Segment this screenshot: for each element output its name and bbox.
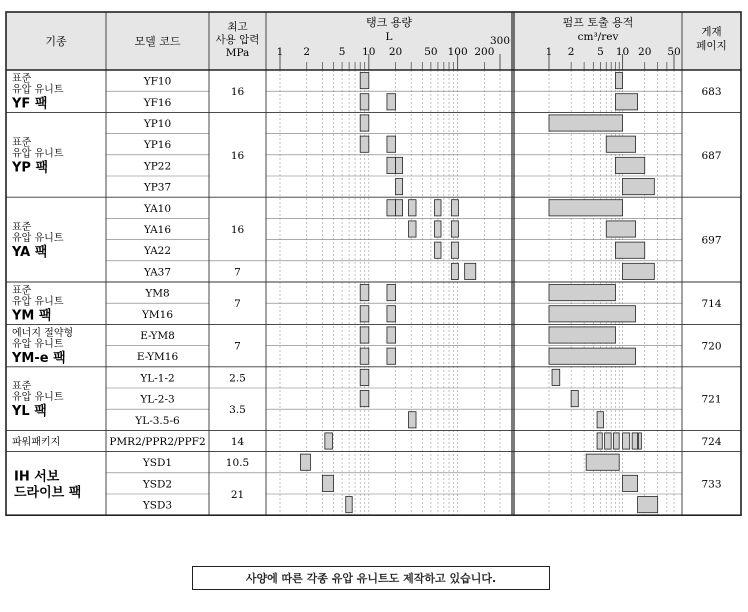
tank-bar [387,306,396,322]
series-name: YP 팩 [12,160,49,176]
pump-tick-label: 5 [597,46,604,58]
model-code: E-YM8 [140,330,175,342]
pump-bar [639,433,642,449]
tank-bar [360,136,369,152]
max-pressure: 16 [230,224,245,236]
tank-tick-label: 10 [362,46,376,58]
tank-bar [387,348,396,364]
tank-bar [346,497,352,513]
category-label: 표준 [12,137,32,149]
tank-bar [435,200,441,216]
tank-tick-label: 200 [474,46,495,58]
category-label: 유압 유니트 [12,339,64,351]
pump-bar [623,433,630,449]
series-name: 드라이브 팩 [14,485,82,501]
page-header: 페이지 [696,40,727,52]
max-pressure: 7 [234,266,241,279]
model-code: YL-3.5-6 [135,414,180,427]
series-name: YM 팩 [12,308,52,324]
pump-tick-label: 10 [615,46,630,58]
page-number: 683 [701,86,722,99]
pump-bar [613,433,619,449]
page-number: 721 [701,393,722,406]
pump-bar [586,454,619,470]
pump-bar [605,433,612,449]
category-label: 표준 [12,285,32,297]
tank-bar [387,327,396,343]
pump-tick-label: 2 [567,46,575,58]
tank-bar [360,369,369,385]
tank-bar [360,285,369,301]
pressure-header: MPa [225,47,250,59]
pump-bar [549,200,623,216]
model-code: YSD3 [142,499,173,512]
tank-tick-label: 2 [303,46,311,58]
category-label: 표준 [12,73,32,85]
tank-header: 탱크 용량 [365,16,413,29]
series-name: YM-e 팩 [12,351,66,367]
pump-bar [623,475,638,491]
model-code: YSD2 [142,478,173,491]
page-number: 720 [701,340,722,353]
tank-bar [451,221,458,237]
category-label: 유압 유니트 [12,84,64,96]
category-label: 에너지 절약형 [12,328,74,340]
tank-bar [435,221,441,237]
pump-tick-label: 1 [545,46,553,58]
page-number: 687 [701,149,722,162]
pump-tick-label: 50 [667,46,681,58]
max-pressure: 16 [230,86,245,99]
tank-bar [409,200,416,216]
tank-bar [360,73,369,89]
model-code: YF10 [143,75,172,88]
model-code: YP37 [143,181,172,194]
category-label: 유압 유니트 [12,392,64,404]
pressure-header: 최고 [227,21,248,33]
tank-bar [325,433,333,449]
model-code: YSD1 [142,457,173,470]
max-pressure: 16 [230,149,245,162]
model-code: YA22 [143,245,172,258]
series-name: IH 서보 [14,469,60,485]
model-code: YA16 [143,224,172,236]
tank-bar [409,412,416,428]
pump-bar [615,73,622,89]
pump-bar [549,348,636,364]
pump-header: 펌프 토출 용적 [562,16,634,29]
tank-unit: L [385,31,393,43]
tank-bar [451,263,458,279]
pump-bar [615,157,644,173]
model-code: YM16 [141,308,174,321]
category-label: 유압 유니트 [12,233,64,245]
pump-bar [549,285,615,301]
custom-order-note: 사양에 따른 각종 유압 유니트도 제작하고 있습니다. [192,566,550,590]
tank-bar [396,200,403,216]
max-pressure: 2.5 [229,372,246,385]
pump-bar [606,221,635,237]
tank-bar [360,115,369,131]
max-pressure: 14 [230,436,245,448]
tank-bar [396,179,403,195]
pump-unit: cm³/rev [577,31,619,43]
pump-bar [549,327,615,343]
pump-bar [597,433,602,449]
tank-bar [360,391,369,407]
pump-bar [615,242,644,258]
pump-bar [552,369,560,385]
category-header: 기종 [45,35,67,48]
tank-tick-label: 100 [447,46,468,58]
max-pressure: 10.5 [225,457,250,470]
series-name: YA 팩 [12,245,48,261]
max-pressure: 7 [234,340,241,353]
model-code: E-YM16 [136,351,179,364]
page-number: 697 [701,234,722,247]
model-code: YP16 [143,139,172,152]
tank-bar [360,306,369,322]
tank-bar [387,157,396,173]
category-label: 표준 [12,381,32,393]
pump-tick-label: 20 [638,46,652,58]
model-code: PMR2/PPR2/PPF2 [109,436,206,448]
pump-bar [549,115,623,131]
tank-bar [360,327,369,343]
pump-bar [632,433,637,449]
tank-bar [360,94,369,110]
max-pressure: 21 [230,489,245,501]
category-label: 표준 [12,222,32,234]
page-number: 714 [701,298,722,311]
tank-bar [387,200,396,216]
tank-tick-label: 20 [388,46,403,58]
tank-tick-label: 5 [338,46,346,58]
pump-bar [549,306,636,322]
category-label: 유압 유니트 [12,148,64,160]
model-code: YM8 [145,287,170,300]
page-number: 724 [701,436,722,448]
model-code: YL-1-2 [140,372,175,385]
pump-bar [638,497,658,513]
model-code: YA37 [143,266,172,279]
model-code: YP22 [143,160,172,173]
tank-bar [387,285,396,301]
pump-bar [597,412,603,428]
tank-bar [387,94,396,110]
tank-bar [396,157,403,173]
max-pressure: 3.5 [229,404,246,417]
model-code: YF16 [143,96,172,109]
pump-bar [571,391,578,407]
model-header: 모델 코드 [134,35,181,48]
pump-bar [606,136,635,152]
page-number: 733 [701,478,722,491]
tank-bar [300,454,310,470]
pump-bar [615,94,637,110]
page-header: 게재 [701,26,722,38]
category-label: 유압 유니트 [12,296,64,308]
pressure-header: 사용 압력 [215,34,260,46]
pump-bar [623,179,655,195]
tank-bar [387,136,396,152]
series-name: YL 팩 [12,404,47,420]
tank-tick-label: 1 [276,46,284,58]
tank-bar [451,242,458,258]
series-name: YF 팩 [12,96,48,112]
tank-bar [435,242,441,258]
model-code: YP10 [143,118,172,130]
tank-tick-label: 300 [489,35,511,47]
tank-bar [409,221,416,237]
pump-bar [623,263,655,279]
tank-bar [322,475,333,491]
tank-tick-label: 50 [424,46,438,58]
model-code: YL-2-3 [140,393,175,406]
tank-bar [451,200,458,216]
model-code: YA10 [143,202,172,215]
tank-bar [360,348,369,364]
tank-bar [465,263,476,279]
category-label: 파워패키지 [12,437,61,448]
max-pressure: 7 [234,298,241,311]
